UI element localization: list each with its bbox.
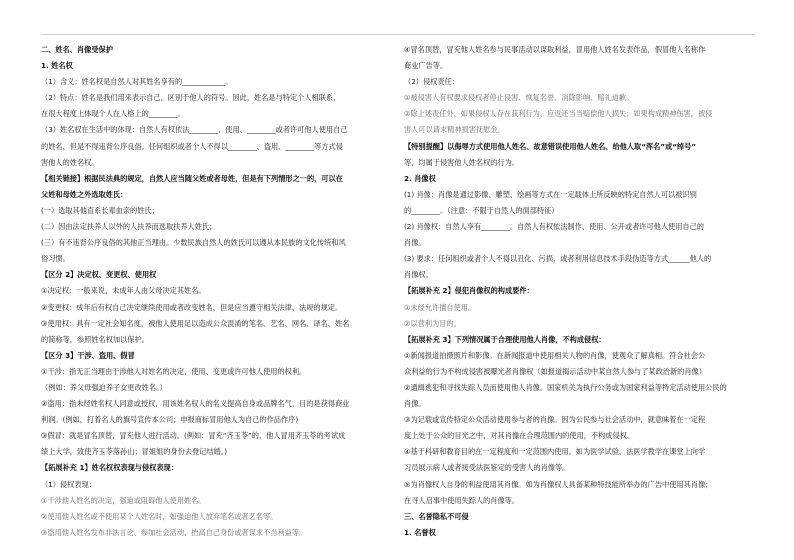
left-text-line: 【区分 3】干涉、盗用、假冒 bbox=[41, 350, 135, 360]
left-text-line: ②盗用：指未经姓名权人同意或授权，用该姓名权人的名义提高自身或品牌名气，目的是获得商业 bbox=[41, 399, 350, 409]
right-text-line: ①未经允许擅自使用。 bbox=[404, 302, 476, 312]
left-text-line: 利润。(例如，打着名人的旗号宣传本公司；申报商标冒用他人为自己的作品作序) bbox=[41, 415, 299, 425]
left-text-line: （2）特点：姓名是我们用来表示自己，区别于他人的符号。因此，姓名是与特定个人相联系， bbox=[41, 93, 341, 103]
right-text-line: 习员展示病人或者接受法医鉴定的受害人的肖像等。 bbox=[404, 463, 570, 473]
right-text-line: 商业广告等。 bbox=[404, 61, 448, 71]
right-text-line: ②通缉逃犯和寻找失踪人员而使用他人肖像。国家机关为执行公务或为国家利益等特定活动使用公民的 bbox=[404, 382, 727, 392]
right-text-line: 度上处于公众的目光之中，对其肖像在合理范围内的使用，不构成侵权。 bbox=[404, 431, 635, 441]
right-text-line: ①被侵害人有权要求侵权者停止侵害、恢复名誉、消除影响、赔礼道歉。 bbox=[404, 93, 634, 103]
right-text-line: （2）侵权责任： bbox=[404, 77, 459, 87]
right-text-line: 在寻人启事中使用失踪人的肖像等。 bbox=[404, 495, 520, 505]
left-column bbox=[41, 42, 386, 541]
right-text-line: 【特别提醒】以侮辱方式使用他人姓名、故意错误使用他人姓名、给他人取“浑名”或“绰号” bbox=[404, 141, 697, 151]
right-text-line: ⑤为肖像权人自身的利益使用其肖像。如为肖像权人具备某种特技能所举办的广告中使用其肖像； bbox=[404, 479, 713, 489]
left-text-line: 绩上大学，致使齐玉苓落孙山；冒姐姐的身份去登记结婚。) bbox=[41, 447, 228, 457]
left-text-line: （例如：养父母强迫养子女更改姓名。） bbox=[41, 382, 167, 392]
left-text-line: ②使用他人姓名或不使用某个人姓名时，如强迫他人放弃笔名或者艺名等。 bbox=[41, 511, 278, 521]
left-text-line: (二）因由法定扶养人以外的人扶养而选取扶养人姓氏； bbox=[41, 222, 217, 232]
right-text-line: ②除上述责任外，如果侵权人存在获利行为，应返还当当赔偿他人损失；如果构成精神伤害，被侵 bbox=[404, 109, 713, 119]
right-text-line: 肖像。 bbox=[404, 238, 426, 248]
right-text-line: (1) 肖像：肖像是通过影像、雕塑、绘画等方式在一定载体上所反映的特定自然人可以被识别 bbox=[404, 189, 697, 199]
right-text-line: 【拓展补充 2】侵犯肖像权的构成要件： bbox=[404, 286, 534, 296]
left-text-line: ③盗用他人姓名发布非法言论、参加社会活动、抬高自己身份或者谋求不当利益等。 bbox=[41, 527, 307, 537]
right-column bbox=[404, 42, 754, 541]
right-text-line: 2. 肖像权 bbox=[404, 173, 436, 183]
right-text-line: ②以营利为目的。 bbox=[404, 318, 461, 328]
left-text-line: 【拓展补充 1】姓名权权表现与侵权表现： bbox=[41, 463, 178, 473]
left-text-line: (三）有不违背公序良俗的其他正当理由。少数民族自然人的姓氏可以遵从本民族的文化传统和风 bbox=[41, 238, 346, 248]
left-text-line: （3）姓名权在生活中的体现：自然人有权依法________、使用、________或者许可他人使用自己 bbox=[41, 125, 348, 135]
right-text-line: 众利益的行为不构成侵害被曝光者肖像权（如报道揭示活动中某自然人参与了某政治新的肖像） bbox=[404, 366, 706, 376]
top-rule bbox=[41, 34, 754, 35]
left-text-line: 【区分 2】决定权、变更权、使用权 bbox=[41, 270, 157, 280]
right-text-line: 1. 名誉权 bbox=[404, 527, 436, 537]
right-text-line: ③为记载或宣传特定公众活动使用参与者的肖像。因为公民参与社会活动中，就意味着在一定程 bbox=[404, 415, 706, 425]
left-text-line: （1）含义：姓名权是自然人对其姓名享有的____________。 bbox=[41, 77, 233, 87]
left-text-line: 的姓名，但是不得违背公序良俗。任何组织或者个人不得以________、盗用、________等方式侵 bbox=[41, 141, 343, 151]
right-text-line: 害人可以请求精神损害抚慰金。 bbox=[404, 125, 505, 135]
right-text-line: ④基于科研和教育目的在一定程度和一定范围内使用。如为医学试验、法医学教学在课堂上向学 bbox=[404, 447, 706, 457]
left-text-line: 二、姓名、肖像受保护 bbox=[41, 45, 113, 54]
left-text-line: 1. 姓名权 bbox=[41, 61, 73, 71]
left-text-line: ①决定权：一般来说，未成年人由父母决定其姓名。 bbox=[41, 286, 206, 296]
left-text-line: ③使用权：具有一定社会知名度，被他人使用足以造成公众混淆的笔名、艺名、网名、译名、姓名 bbox=[41, 318, 350, 328]
left-text-line: ②变更权：成年后有权自己决定继续使用或者改变姓名，但是应当遵守相关法律、法规的规定。 bbox=[41, 302, 343, 312]
right-text-line: 等，均属于侵害他人姓名权的行为。 bbox=[404, 157, 520, 167]
left-text-line: 【相关链接】根据民法典的规定，自然人应当随父姓或者母姓，但是有下列情形之一的，可以在 bbox=[41, 173, 343, 183]
right-text-line: ④冒名顶替，冒充他人姓名参与民事活动以谋取利益，冒用他人姓名发表作品，假冒他人名称作 bbox=[404, 45, 706, 54]
left-text-line: 在很大程度上体现个人在人格上的________。 bbox=[41, 109, 185, 119]
right-text-line: 肖像权。 bbox=[404, 270, 433, 280]
right-text-line: (2) 肖像权：自然人享有________。自然人有权依法制作、使用、公开或者许可他人使用自己的 bbox=[404, 222, 704, 232]
right-text-line: 【拓展补充 3】下列情况属于合理使用他人肖像，不构成侵权： bbox=[404, 334, 606, 344]
left-text-line: 父姓和母姓之外选取姓氏： bbox=[41, 189, 128, 199]
right-text-line: (3) 要求：任何组织或者个人不得以丑化、污损，或者利用信息技术手段伪造等方式______他人的 bbox=[404, 254, 712, 264]
left-text-line: 的简称等，参照姓名权加以保护。 bbox=[41, 334, 149, 344]
right-text-line: 的________。（注意：不限于自然人的面部特征） bbox=[404, 205, 559, 215]
right-text-line: ①新闻报道拍摄照片和影像。在新闻报道中使用相关人物的肖像，使观众了解真相。符合社会公 bbox=[404, 350, 706, 360]
right-text-line: 三、名誉隐私不可侵 bbox=[404, 511, 469, 521]
right-text-line: 肖像。 bbox=[404, 399, 426, 409]
left-text-line: ①干涉他人姓名的决定，强迫或阻碍他人使用姓名。 bbox=[41, 495, 206, 505]
left-text-line: ③假冒：就是冒名顶替，冒充他人进行活动。(例如：冒充“齐玉苓”的，他人冒用齐玉苓的考试成 bbox=[41, 431, 346, 441]
left-text-line: 害他人的姓名权。 bbox=[41, 157, 99, 167]
left-text-line: 俗习惯。 bbox=[41, 254, 70, 264]
left-text-line: (一）选取其他直系长辈血亲的姓氏； bbox=[41, 205, 159, 215]
left-text-line: （1）侵权表现： bbox=[41, 479, 96, 489]
left-text-line: ①干涉：指无正当理由干涉他人对姓名的决定、使用、变更或许可他人使用的权利。 bbox=[41, 366, 307, 376]
